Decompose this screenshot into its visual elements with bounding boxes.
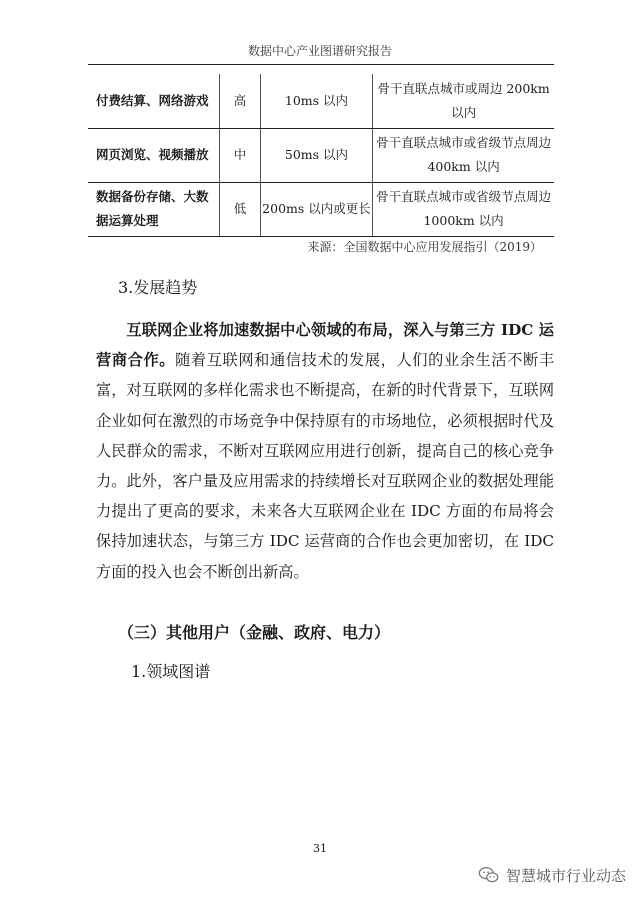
paragraph-lead: 互联网企业将加速数据中心领域的布局，深入与第三方 IDC 运营商合作。 bbox=[96, 321, 554, 370]
latency-cell: 50ms 以内 bbox=[260, 128, 372, 182]
watermark-text: 智慧城市行业动态 bbox=[505, 866, 626, 885]
scenario-cell: 网页浏览、视频播放 bbox=[88, 128, 220, 182]
subsection-heading: 1.领域图谱 bbox=[131, 662, 211, 681]
watermark bbox=[478, 864, 626, 886]
latency-cell: 200ms 以内或更长 bbox=[260, 182, 372, 236]
latency-table bbox=[88, 74, 554, 237]
section-heading: 3.发展趋势 bbox=[118, 278, 198, 297]
wechat-icon bbox=[478, 864, 500, 886]
table-row bbox=[88, 74, 554, 128]
level-cell: 高 bbox=[220, 74, 261, 128]
level-cell: 中 bbox=[220, 128, 261, 182]
node-cell: 骨干直联点城市或省级节点周边 400km 以内 bbox=[373, 128, 554, 182]
page-number: 31 bbox=[313, 842, 327, 855]
latency-cell: 10ms 以内 bbox=[260, 74, 372, 128]
table-row bbox=[88, 128, 554, 182]
running-header: 数据中心产业图谱研究报告 bbox=[247, 44, 392, 58]
node-cell: 骨干直联点城市或周边 200km 以内 bbox=[373, 74, 554, 128]
scenario-cell: 付费结算、网络游戏 bbox=[88, 74, 220, 128]
body-paragraph bbox=[96, 315, 554, 587]
level-cell: 低 bbox=[220, 182, 261, 236]
paragraph-body: 随着互联网和通信技术的发展，人们的业余生活不断丰富，对互联网的多样化需求也不断提高，在新的时代背景下，互联网企业如何在激烈的市场竞争中保持原有的市场地位，必须根据时代及人民群众的需求，不断对互联网应用进行创新，提高自己的核心竞争力。此外，客户量及应用需求的持续增长对互联网企业的数据处理能力提出了更高的要求，未来各大互联网企业在 IDC 方面的布局将会保持加速状态，与第三方 IDC 运营商的合作也会更加密切，在 IDC 方面的投入也会不断创出新高。 bbox=[96, 351, 555, 581]
scenario-cell: 数据备份存储、大数据运算处理 bbox=[88, 182, 220, 236]
node-cell: 骨干直联点城市或省级节点周边 1000km 以内 bbox=[373, 182, 554, 236]
table-row bbox=[88, 182, 554, 236]
header-rule bbox=[88, 64, 554, 65]
chapter-heading: （三）其他用户（金融、政府、电力） bbox=[118, 623, 391, 642]
table-source: 来源：全国数据中心应用发展指引（2019） bbox=[307, 240, 542, 254]
